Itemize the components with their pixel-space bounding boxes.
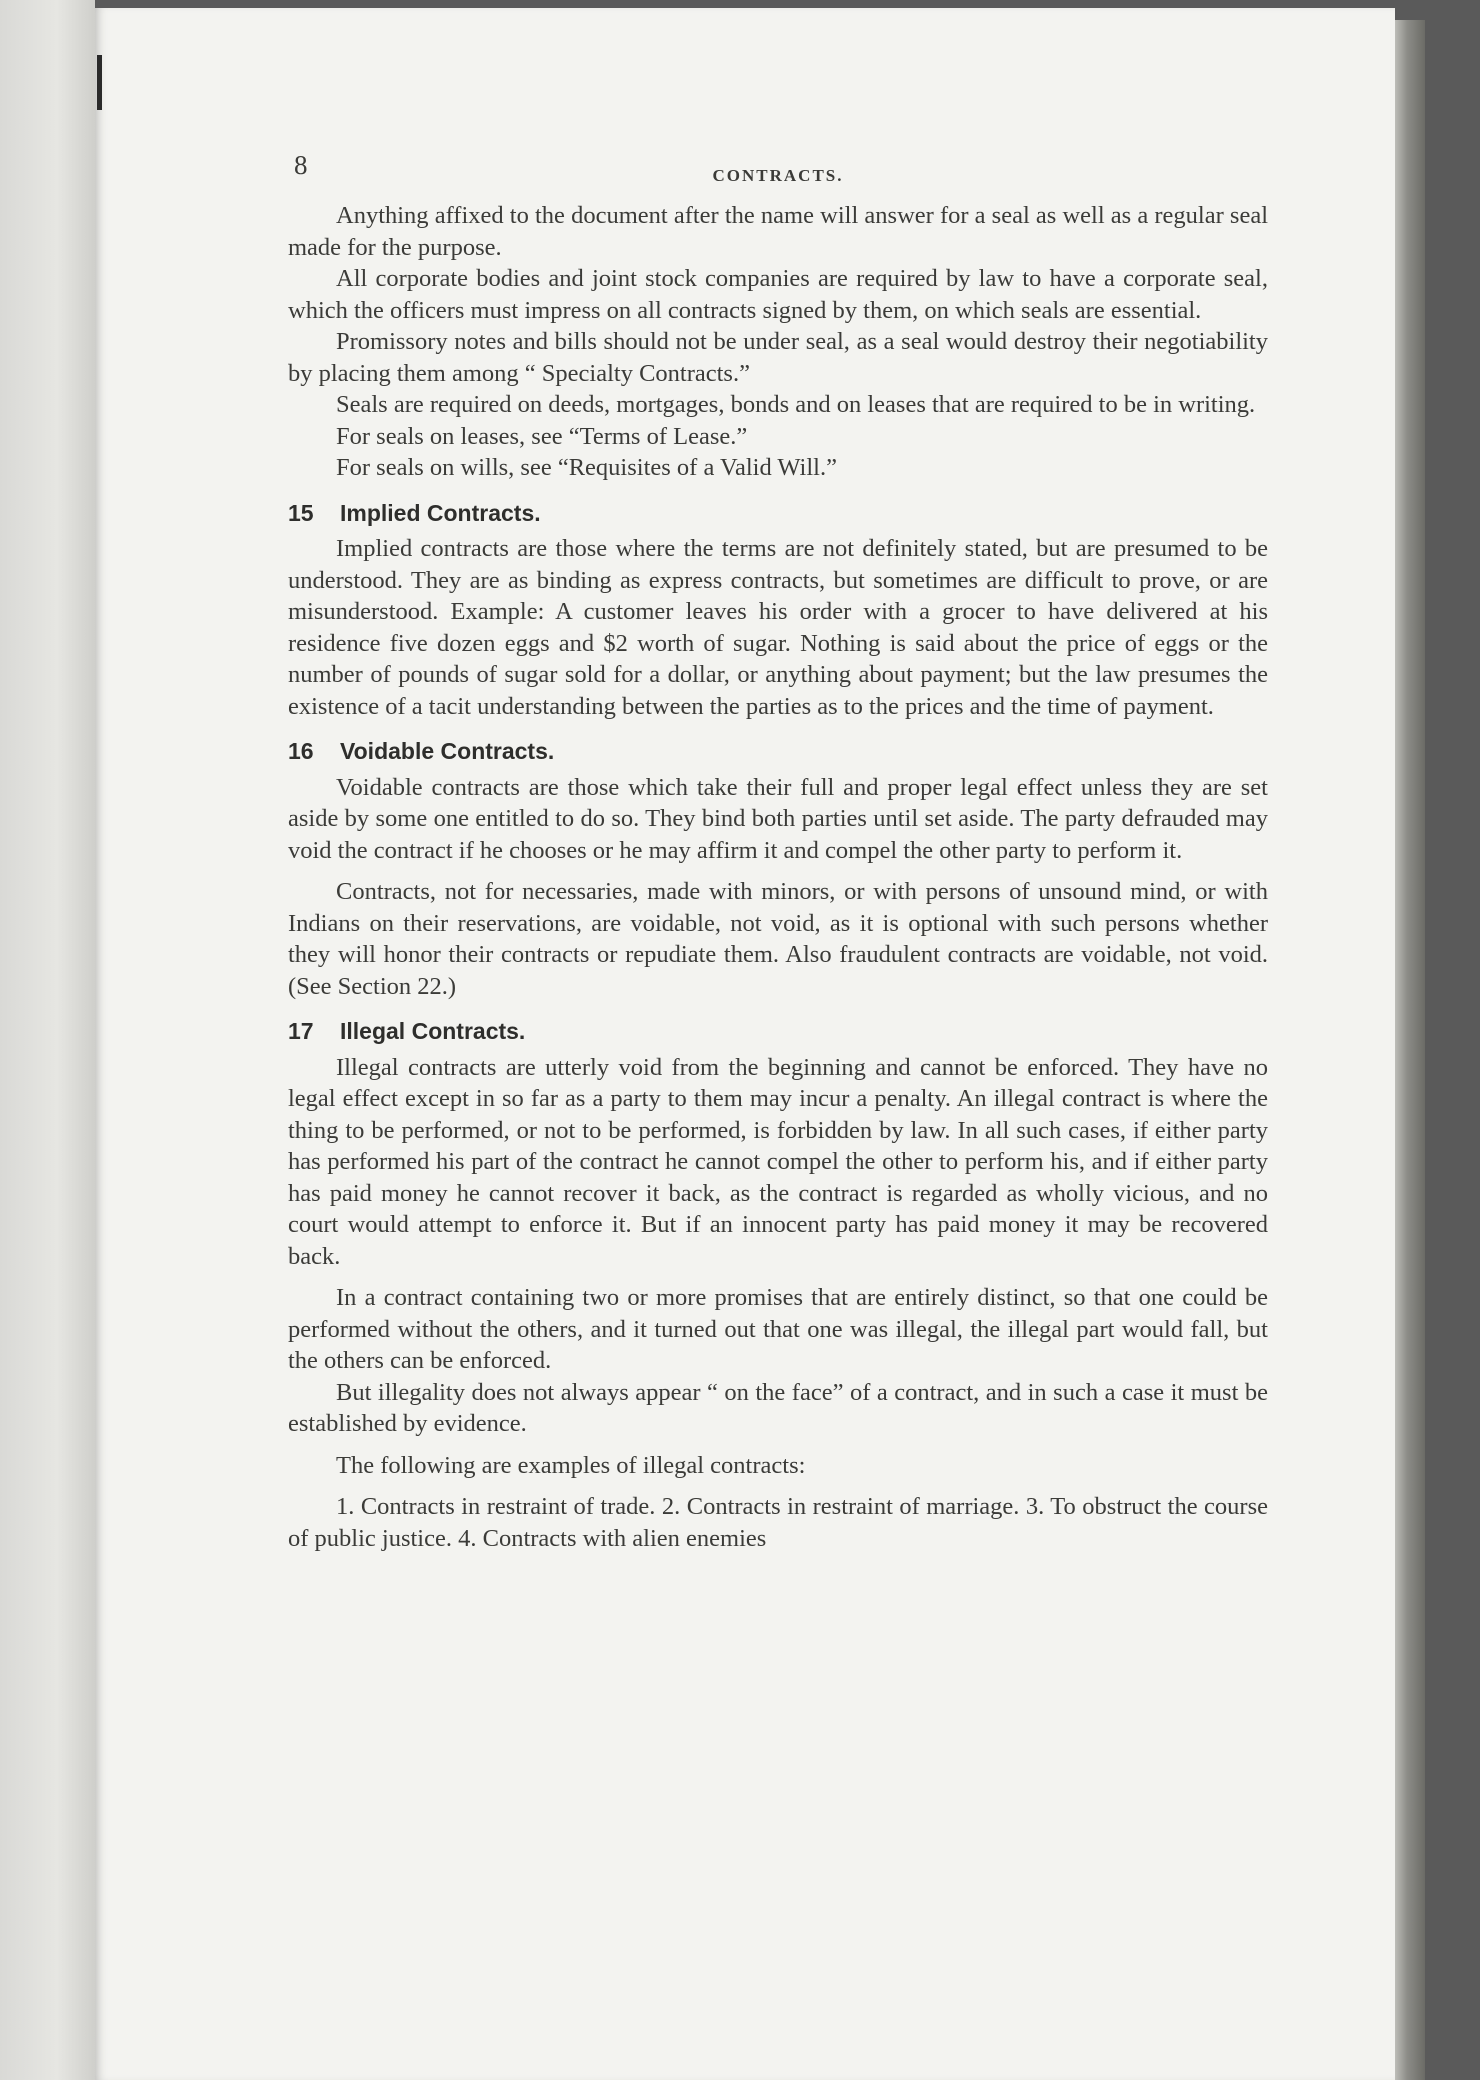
paragraph: Implied contracts are those where the terms are not definitely stated, but are presumed to be understood. They are as binding as express contracts, but sometimes are difficult to prove, or are misunderstood. Example: A customer leaves his order with a grocer to have delivered at his residence five dozen eggs and $2 worth of sugar. Nothing is said about the price of eggs or the number of pounds of sugar sold for a dollar, or anything about payment; but the law presumes the existence of a tacit understanding between the parties as to the prices and the time of payment. [288,535,1268,720]
section-heading-17 [288,1016,1268,1048]
scan-right-edge [1395,20,1425,2080]
paragraph: For seals on leases, see “Terms of Lease.” [336,422,748,450]
paragraph: Contracts, not for necessaries, made with minors, or with persons of unsound mind, or with Indians on their reservations, are voidable, not void, as it is optional with such persons whether they will honor their contracts or repudiate them. Also fraudulent contracts are voidable, not void. (See Section 22.) [288,878,1268,1000]
paragraph: Anything affixed to the document after the name will answer for a seal as well as a regular seal made for the purpose. [288,202,1268,261]
paragraph: In a contract containing two or more promises that are entirely distinct, so that one could be performed without the others, and it turned out that one was illegal, the illegal part would fall, but the others can be enforced. [288,1284,1268,1374]
section-title: Illegal Contracts. [340,1018,526,1044]
section-number: 15 [288,499,314,526]
paragraph: Voidable contracts are those which take their full and proper legal effect unless they are set aside by some one entitled to do so. They bind both parties until set aside. The party defrauded may void the contract if he chooses or he may affirm it and compel the other party to perform it. [288,773,1268,864]
running-title: CONTRACTS. [712,166,844,185]
section-title: Implied Contracts. [340,499,541,526]
paragraph: 1. Contracts in restraint of trade. 2. Contracts in restraint of marriage. 3. To obstruct the course of public justice. 4. Contracts with alien enemies [288,1493,1268,1552]
running-header [288,150,1268,194]
paragraph: All corporate bodies and joint stock companies are required by law to have a corporate seal, which the officers must impress on all contracts signed by them, on which seals are essential. [288,265,1268,324]
scan-left-margin [0,0,95,2080]
paragraph: Seals are required on deeds, mortgages, bonds and on leases that are required to be in writing. [336,391,1256,418]
page-number: 8 [294,150,308,180]
section-heading-15 [288,498,1268,530]
section-heading-16 [288,736,1268,768]
paragraph: But illegality does not always appear “ on the face” of a contract, and in such a case it must be established by evidence. [288,1378,1268,1437]
section-number: 17 [288,1018,314,1044]
binding-mark [97,55,102,110]
page-content [288,150,1268,1554]
section-title: Voidable Contracts. [340,738,555,764]
section-number: 16 [288,738,314,764]
paragraph: The following are examples of illegal contracts: [336,1451,806,1479]
paragraph: Illegal contracts are utterly void from the beginning and cannot be enforced. They have no legal effect except in so far as a party to them may incur a penalty. An illegal contract is where the thing to be performed, or not to be performed, is forbidden by law. In all such cases, if either party has performed his part of the contract he cannot compel the other to perform his, and if either party has paid money he cannot recover it back, as the contract is regarded as wholly vicious, and no court would attempt to enforce it. But if an innocent party has paid money it may be recovered back. [288,1053,1268,1270]
paragraph: For seals on wills, see “Requisites of a Valid Will.” [336,454,837,481]
paragraph: Promissory notes and bills should not be under seal, as a seal would destroy their negotiability by placing them among “ Specialty Contracts.” [288,328,1268,387]
